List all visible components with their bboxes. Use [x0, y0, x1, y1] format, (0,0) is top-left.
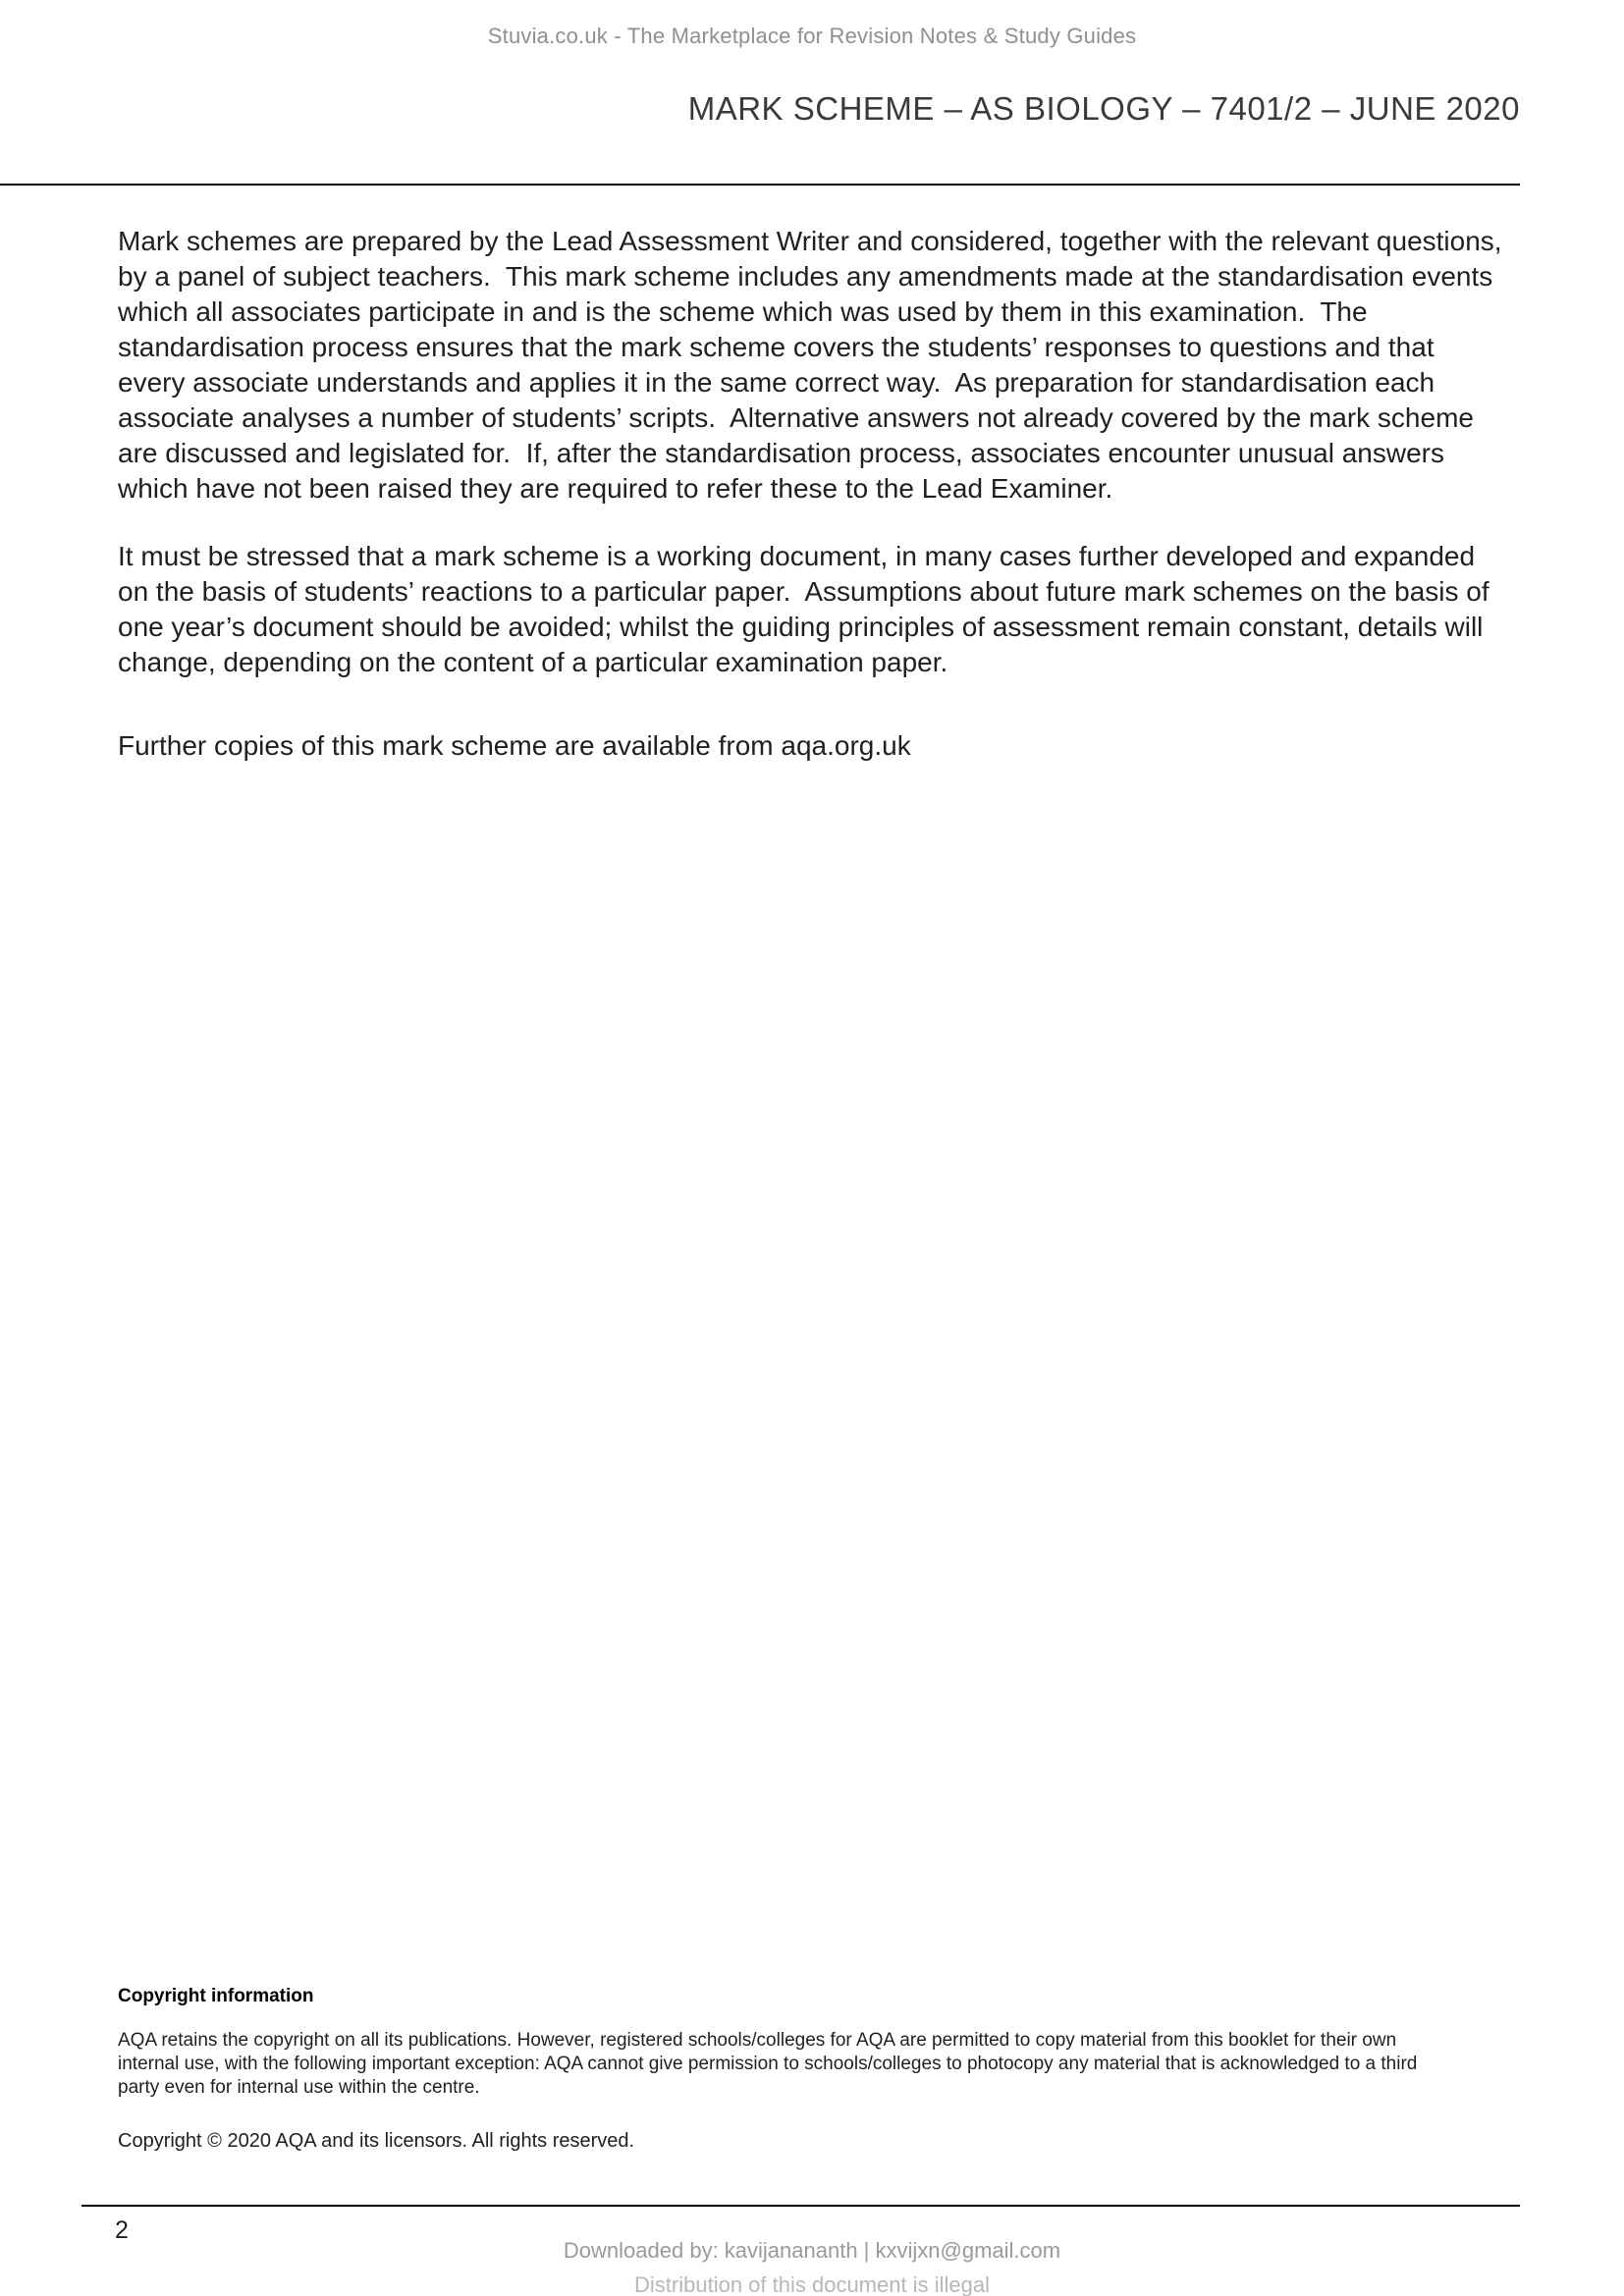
copyright-heading: Copyright information	[118, 1986, 314, 2006]
document-body	[118, 224, 1510, 796]
distribution-warning-text: Distribution of this document is illegal	[634, 2272, 990, 2296]
paragraph-further-copies: Further copies of this mark scheme are available from aqa.org.uk	[118, 730, 911, 761]
copyright-section	[118, 1985, 1455, 2153]
page-number: 2	[115, 2216, 129, 2244]
download-footer	[0, 2238, 1624, 2296]
downloaded-by-text: Downloaded by: kavijanananth | kxvijxn@gmail.com	[563, 2238, 1061, 2263]
document-title: MARK SCHEME – AS BIOLOGY – 7401/2 – JUNE 2020	[687, 90, 1520, 127]
footer-divider	[81, 2205, 1520, 2207]
copyright-notice: AQA retains the copyright on all its publications. However, registered schools/colleges for AQA are permitted to copy material from this booklet for their own internal use, with the following important exception: AQA cannot give permission to schools/colleges to photocopy any material that is acknowledged to a third party even for internal use within the centre.	[118, 2030, 1423, 2098]
paragraph-working-document: It must be stressed that a mark scheme is a working document, in many cases further developed and expanded on the basis of students’ reactions to a particular paper. Assumptions about future mark schemes on the basis of one year’s document should be avoided; whilst the guiding principles of assessment remain constant, details will change, depending on the content of a particular examination paper.	[118, 541, 1497, 677]
copyright-rights-statement: Copyright © 2020 AQA and its licensors. All rights reserved.	[118, 2130, 635, 2152]
paragraph-standardisation: Mark schemes are prepared by the Lead Assessment Writer and considered, together with the relevant questions, by a panel of subject teachers. This mark scheme includes any amendments made at the standardisation events which all associates participate in and is the scheme which was used by them in this examination. The standardisation process ensures that the mark scheme covers the students’ responses to questions and that every associate understands and applies it in the same correct way. As preparation for standardisation each associate analyses a number of students’ scripts. Alternative answers not already covered by the mark scheme are discussed and legislated for. If, after the standardisation process, associates encounter unusual answers which have not been raised they are required to refer these to the Lead Examiner.	[118, 226, 1510, 504]
site-header-tagline: Stuvia.co.uk - The Marketplace for Revision Notes & Study Guides	[487, 24, 1137, 48]
header-divider	[0, 184, 1520, 186]
